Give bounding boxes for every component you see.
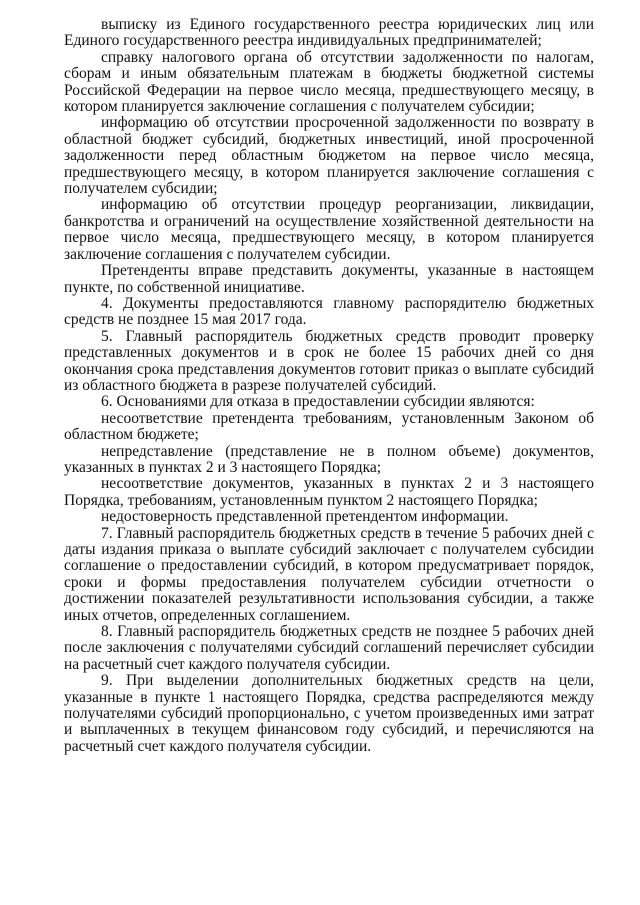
paragraph-refusal-nonsubmission: непредставление (представление не в полном объеме) документов, указанных в пунктах 2 и 3 настоящего Порядка; [64,442,594,476]
document-body [64,17,594,755]
paragraph-item-5: 5. Главный распорядитель бюджетных средств проводит проверку представленных документов и в срок не более 15 рабочих дней со дня окончания срока представления документов готовит приказ о выплате субсидий из областного бюджета в разрезе получателей субсидий. [64,327,594,394]
paragraph-tax-certificate: справку налогового органа об отсутствии задолженности по налогам, сборам и иным обязательным платежам в бюджеты бюджетной системы Российской Федерации на первое число месяца, предшествующего месяцу, в котором планируется заключение соглашения с получателем субсидии; [64,48,594,116]
paragraph-item-8: 8. Главный распорядитель бюджетных средств не позднее 5 рабочих дней после заключения с получателями субсидий соглашений перечисляет субсидии на расчетный счет каждого получателя субсидии. [64,623,594,673]
paragraph-item-7: 7. Главный распорядитель бюджетных средств в течение 5 рабочих дней с даты издания приказа о выплате субсидий заключает с получателем субсидии соглашение о предоставлении субсидий, в котором предусматривает порядок, сроки и формы предоставления получателем субсидии отчетности о достижении показателей результативности использования субсидии, а также иных отчетов, определенных соглашением. [64,524,594,624]
paragraph-item-9: 9. При выделении дополнительных бюджетных средств на цели, указанные в пункте 1 настоящего Порядка, средства распределяются между получателями субсидий пропорционально, с учетом произведенных ими затрат и выплаченных в текущем финансовом году субсидий, и перечисляются на расчетный счет каждого получателя субсидии. [64,672,594,755]
paragraph-refusal-documents-mismatch: несоответствие документов, указанных в пунктах 2 и 3 настоящего Порядка, требованиям, установленным пунктом 2 настоящего Порядка; [64,475,594,509]
paragraph-no-overdue-debt: информацию об отсутствии просроченной задолженности по возврату в областной бюджет субсидий, бюджетных инвестиций, иной просроченной задолженности перед областным бюджетом на первое число месяца, предшествующего месяцу, в котором планируется заключение соглашения с получателем субсидии; [64,114,594,198]
paragraph-item-4: 4. Документы предоставляются главному распорядителю бюджетных средств не позднее 15 мая 2017 года. [64,294,594,329]
paragraph-item-6: 6. Основаниями для отказа в предоставлении субсидии являются: [101,393,535,411]
paragraph-own-initiative: Претенденты вправе представить документы, указанные в настоящем пункте, по собственной инициативе. [64,262,594,296]
paragraph-refusal-false-info: недостоверность представленной претендентом информации. [101,508,509,526]
paragraph-refusal-nonconformity: несоответствие претендента требованиям, установленным Законом об областном бюджете; [64,409,594,444]
paragraph-egrul-extract: выписку из Единого государственного реестра юридических лиц или Единого государственного реестра индивидуальных предпринимателей; [64,16,594,50]
paragraph-no-reorganization: информацию об отсутствии процедур реорганизации, ликвидации, банкротства и ограничений на осуществление хозяйственной деятельности на первое число месяца, предшествующего месяцу, в котором планируется заключение соглашения с получателем субсидии. [64,196,594,263]
